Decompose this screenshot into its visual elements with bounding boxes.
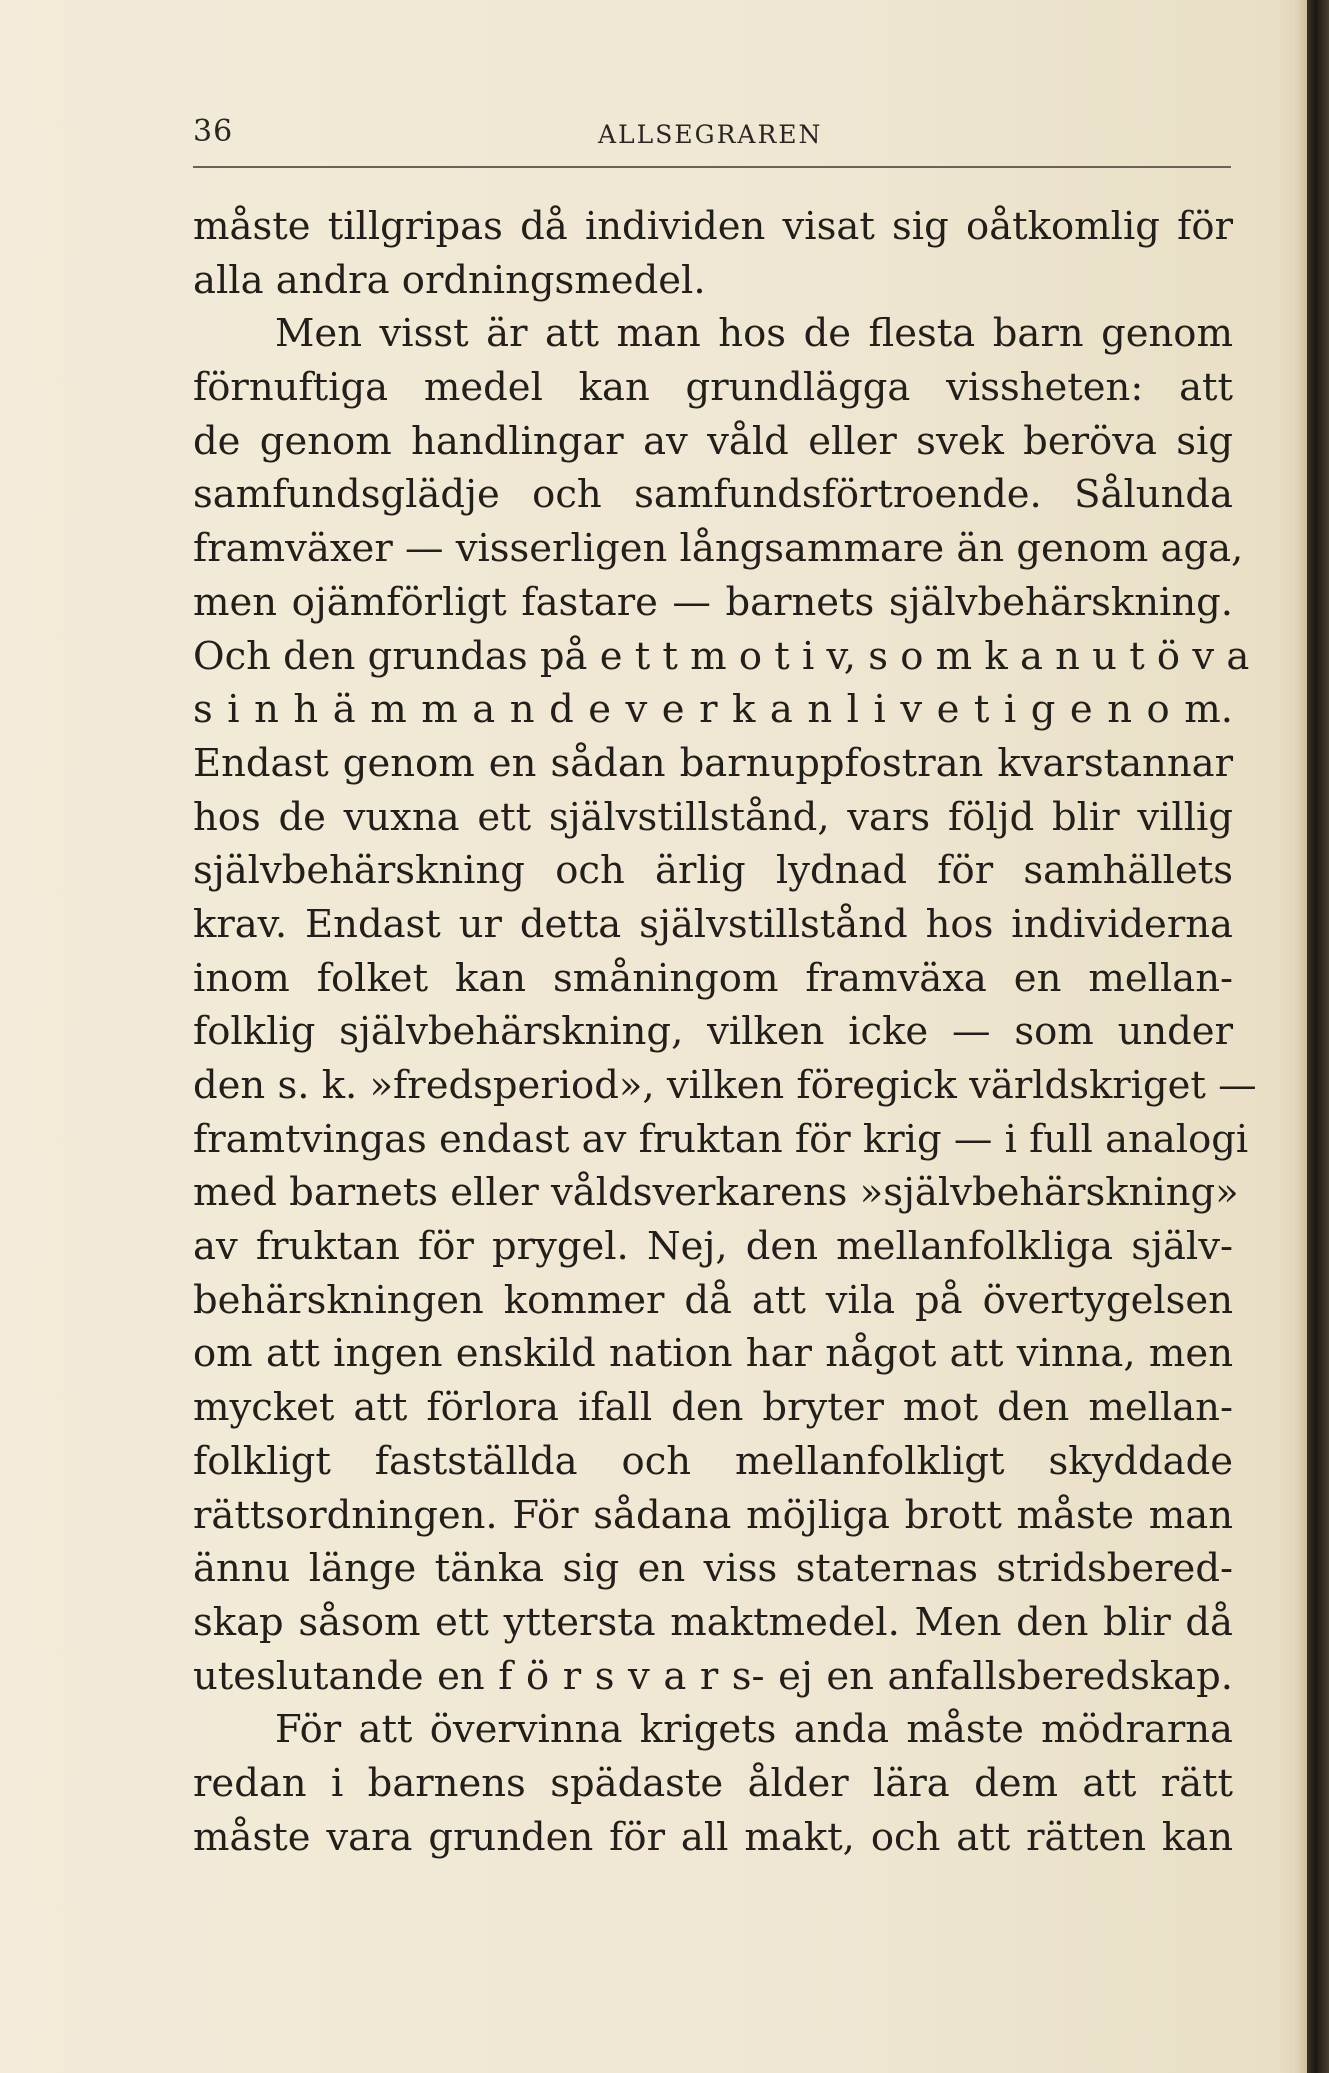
page-number: 36 bbox=[193, 114, 234, 149]
text-line: krav. Endast ur detta självstillstånd hos individerna bbox=[193, 901, 1233, 947]
page-edge-shadow bbox=[1293, 0, 1307, 2073]
text-line: Endast genom en sådan barnuppfostran kvarstannar bbox=[193, 740, 1233, 786]
text-line: För att övervinna krigets anda måste mödrarna bbox=[275, 1707, 1233, 1753]
text-line: skap såsom ett yttersta maktmedel. Men den blir då bbox=[193, 1599, 1233, 1645]
text-line: av fruktan för prygel. Nej, den mellanfolkliga själv- bbox=[193, 1224, 1233, 1270]
text-line: samfundsglädje och samfundsförtroende. Sålunda bbox=[193, 472, 1233, 518]
text-line: s i n h ä m m a n d e v e r k a n l i v e t i g e n o m. bbox=[193, 687, 1233, 733]
text-line: Men visst är att man hos de flesta barn genom bbox=[275, 311, 1233, 357]
text-line: folklig självbehärskning, vilken icke — som under bbox=[193, 1009, 1233, 1055]
text-line: redan i barnens spädaste ålder lära dem att rätt bbox=[193, 1760, 1233, 1806]
running-head: ALLSEGRAREN bbox=[598, 120, 823, 149]
text-line: ännu länge tänka sig en viss staternas stridsbered- bbox=[193, 1546, 1233, 1592]
text-line: men ojämförligt fastare — barnets självbehärskning. bbox=[193, 579, 1233, 625]
text-line: framtvingas endast av fruktan för krig — i full analogi bbox=[193, 1116, 1249, 1162]
text-line: inom folket kan småningom framväxa en mellan- bbox=[193, 955, 1233, 1001]
text-line: behärskningen kommer då att vila på övertygelsen bbox=[193, 1277, 1233, 1323]
text-line: den s. k. »fredsperiod», vilken föregick världskriget — bbox=[193, 1063, 1257, 1108]
text-line: Och den grundas på e t t m o t i v, s o m k a n u t ö v a bbox=[193, 633, 1250, 679]
text-line: hos de vuxna ett självstillstånd, vars följd blir villig bbox=[193, 794, 1233, 840]
text-line: måste vara grunden för all makt, och att rätten kan bbox=[193, 1814, 1233, 1860]
book-binding-edge bbox=[1307, 0, 1329, 2073]
text-line: framväxer — visserligen långsammare än genom aga, bbox=[193, 526, 1244, 572]
text-line: rättsordningen. För sådana möjliga brott måste man bbox=[193, 1492, 1233, 1538]
text-line: om att ingen enskild nation har något att vinna, men bbox=[193, 1331, 1233, 1377]
text-line: alla andra ordningsmedel. bbox=[193, 257, 706, 303]
header-rule bbox=[193, 166, 1231, 168]
text-line: med barnets eller våldsverkarens »självbehärskning» bbox=[193, 1170, 1239, 1216]
text-line: mycket att förlora ifall den bryter mot den mellan- bbox=[193, 1385, 1233, 1431]
text-line: självbehärskning och ärlig lydnad för samhällets bbox=[193, 848, 1233, 894]
text-line: de genom handlingar av våld eller svek beröva sig bbox=[193, 418, 1233, 464]
body-text bbox=[193, 200, 1257, 1864]
text-line: måste tillgripas då individen visat sig oåtkomlig för bbox=[193, 204, 1233, 249]
text-line: förnuftiga medel kan grundlägga vissheten: att bbox=[193, 365, 1233, 411]
text-line: folkligt fastställda och mellanfolkligt skyddade bbox=[193, 1438, 1233, 1484]
text-line: uteslutande en f ö r s v a r s- ej en anfallsberedskap. bbox=[193, 1653, 1233, 1699]
